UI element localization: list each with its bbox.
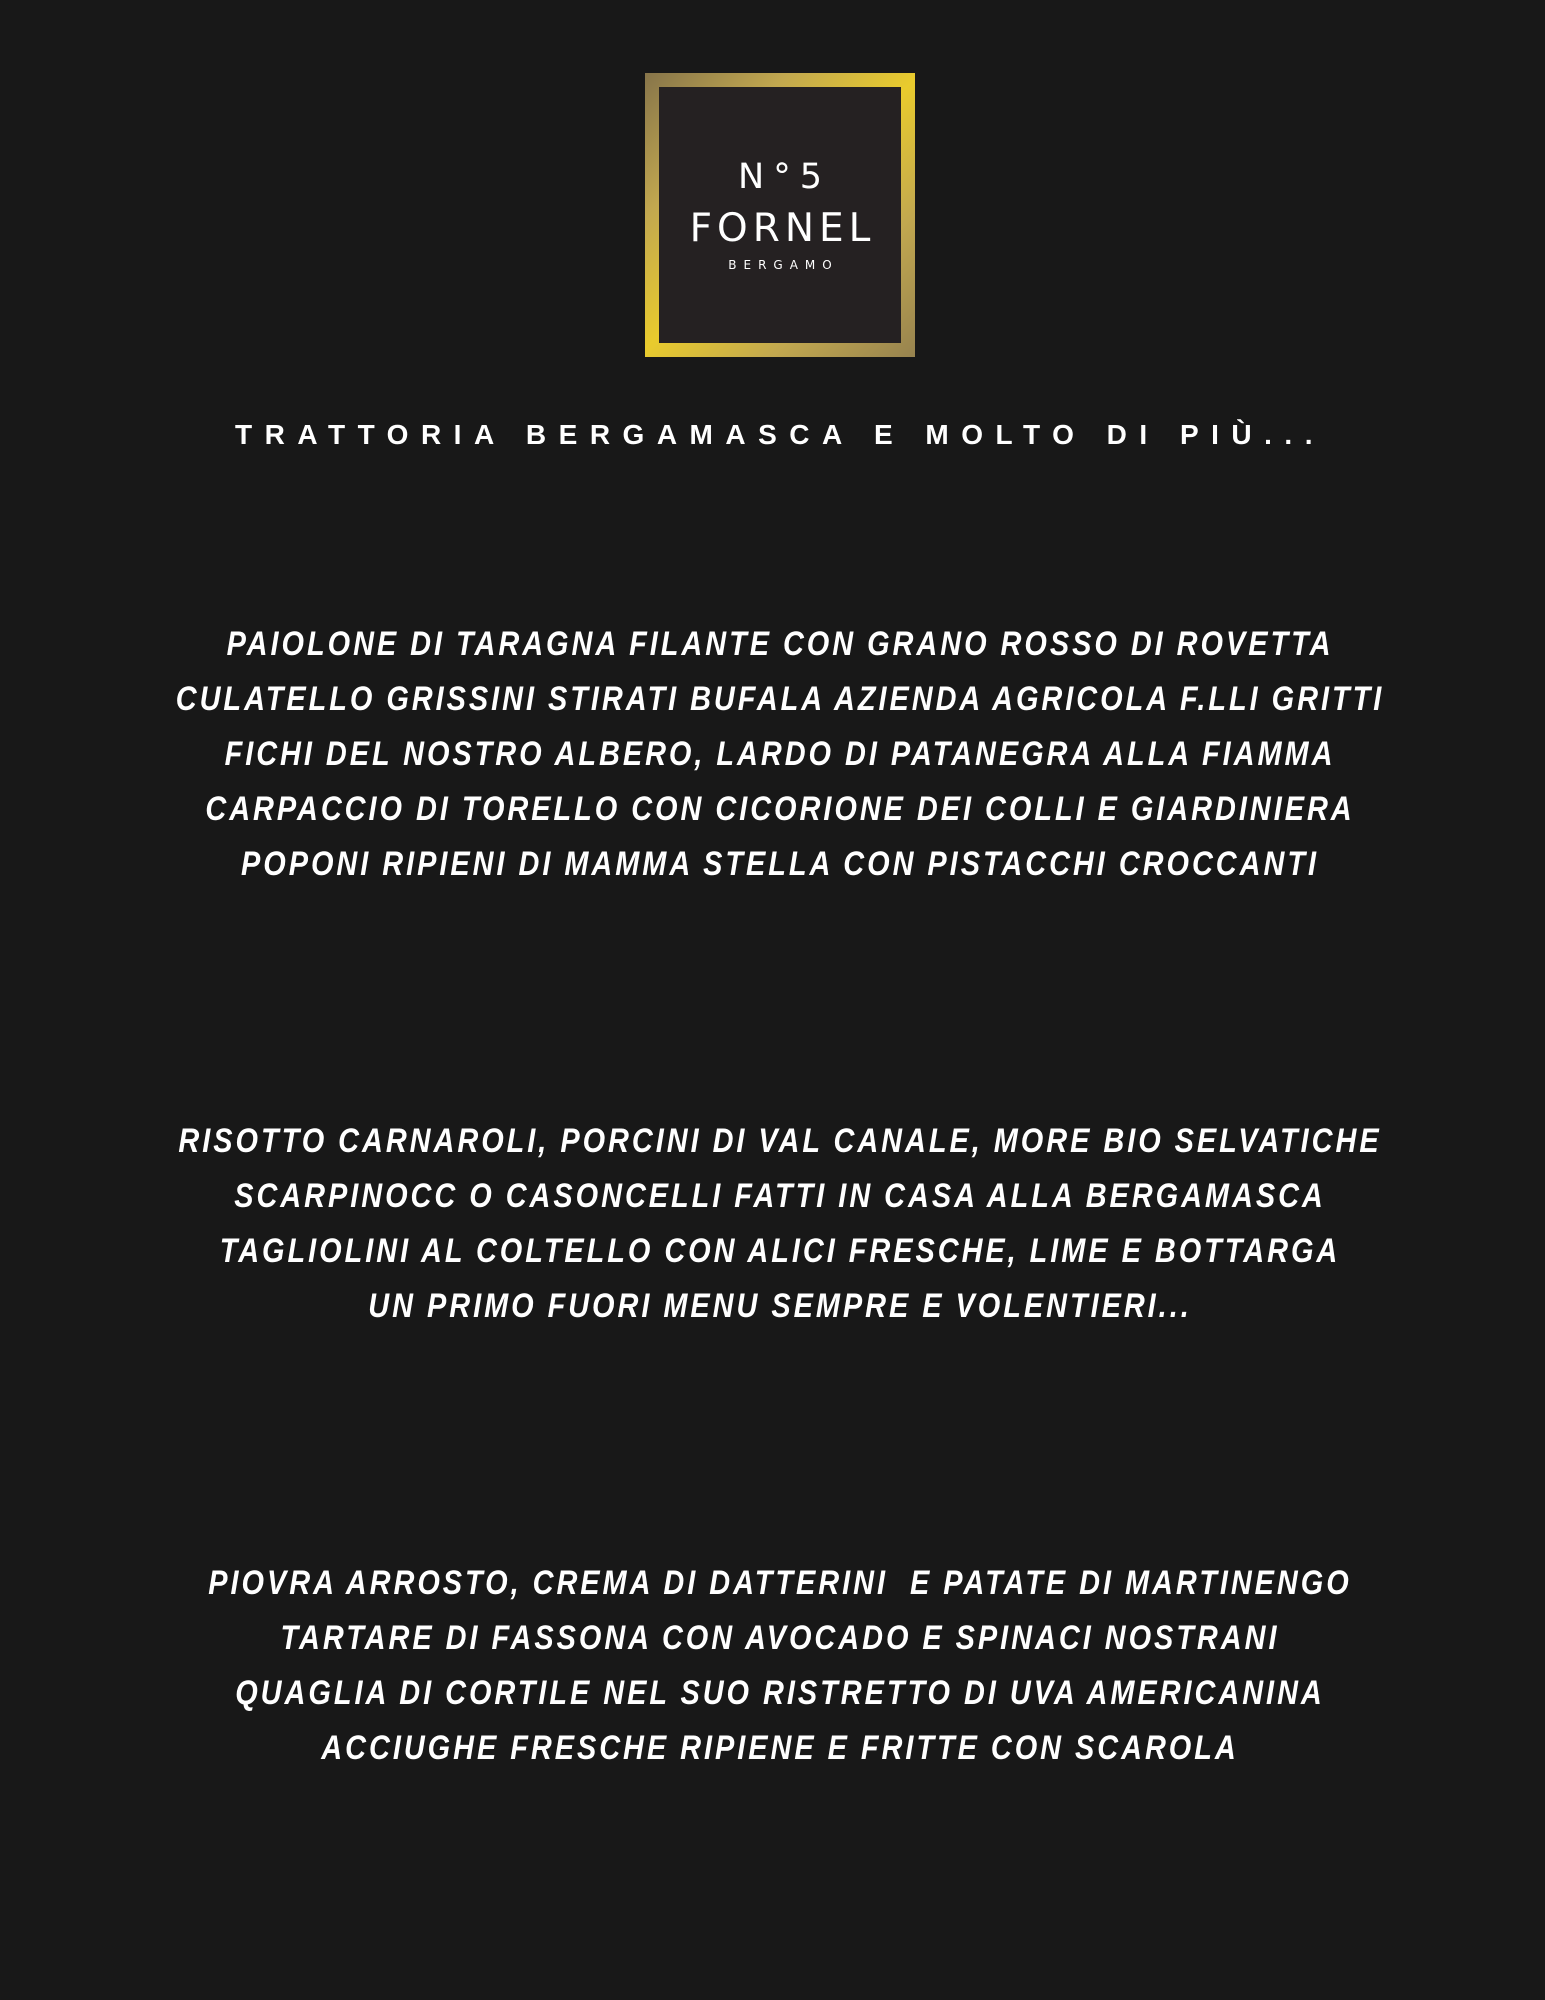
menu-item: TARTARE DI FASSONA CON AVOCADO E SPINACI NOSTRANI xyxy=(280,1619,1280,1657)
menu-item: FICHI DEL NOSTRO ALBERO, LARDO DI PATANEGRA ALLA FIAMMA xyxy=(224,735,1336,773)
restaurant-logo-frame xyxy=(645,73,915,357)
logo-city: BERGAMO xyxy=(728,257,839,272)
menu-section xyxy=(0,1556,1545,1776)
logo-number: N°5 xyxy=(738,156,831,197)
menu-item: POPONI RIPIENI DI MAMMA STELLA CON PISTACCHI CROCCANTI xyxy=(241,845,1319,883)
menu-item: CARPACCIO DI TORELLO CON CICORIONE DEI COLLI E GIARDINIERA xyxy=(205,790,1355,828)
menu-item: QUAGLIA DI CORTILE NEL SUO RISTRETTO DI UVA AMERICANINA xyxy=(235,1674,1325,1712)
menu-item: ACCIUGHE FRESCHE RIPIENE E FRITTE CON SCAROLA xyxy=(321,1729,1239,1767)
menu-item: PAIOLONE DI TARAGNA FILANTE CON GRANO ROSSO DI ROVETTA xyxy=(226,625,1334,663)
restaurant-logo xyxy=(659,87,901,343)
menu-section xyxy=(0,617,1545,892)
menu-item: CULATELLO GRISSINI STIRATI BUFALA AZIENDA AGRICOLA F.LLI GRITTI xyxy=(175,680,1385,718)
menu-item: RISOTTO CARNAROLI, PORCINI DI VAL CANALE, MORE BIO SELVATICHE xyxy=(178,1122,1382,1160)
menu-item: TAGLIOLINI AL COLTELLO CON ALICI FRESCHE, LIME E BOTTARGA xyxy=(219,1232,1341,1270)
menu-content xyxy=(0,73,1545,1776)
tagline: TRATTORIA BERGAMASCA E MOLTO DI PIÙ... xyxy=(235,419,1325,450)
menu-section xyxy=(0,1114,1545,1334)
menu-item: UN PRIMO FUORI MENU SEMPRE E VOLENTIERI... xyxy=(368,1287,1192,1325)
menu-item: SCARPINOCC O CASONCELLI FATTI IN CASA ALLA BERGAMASCA xyxy=(234,1177,1326,1215)
menu-item: PIOVRA ARROSTO, CREMA DI DATTERINI E PATATE DI MARTINENGO xyxy=(208,1564,1352,1602)
menu-sections xyxy=(0,617,1545,1776)
logo-restaurant-name: FORNEL xyxy=(689,205,876,251)
